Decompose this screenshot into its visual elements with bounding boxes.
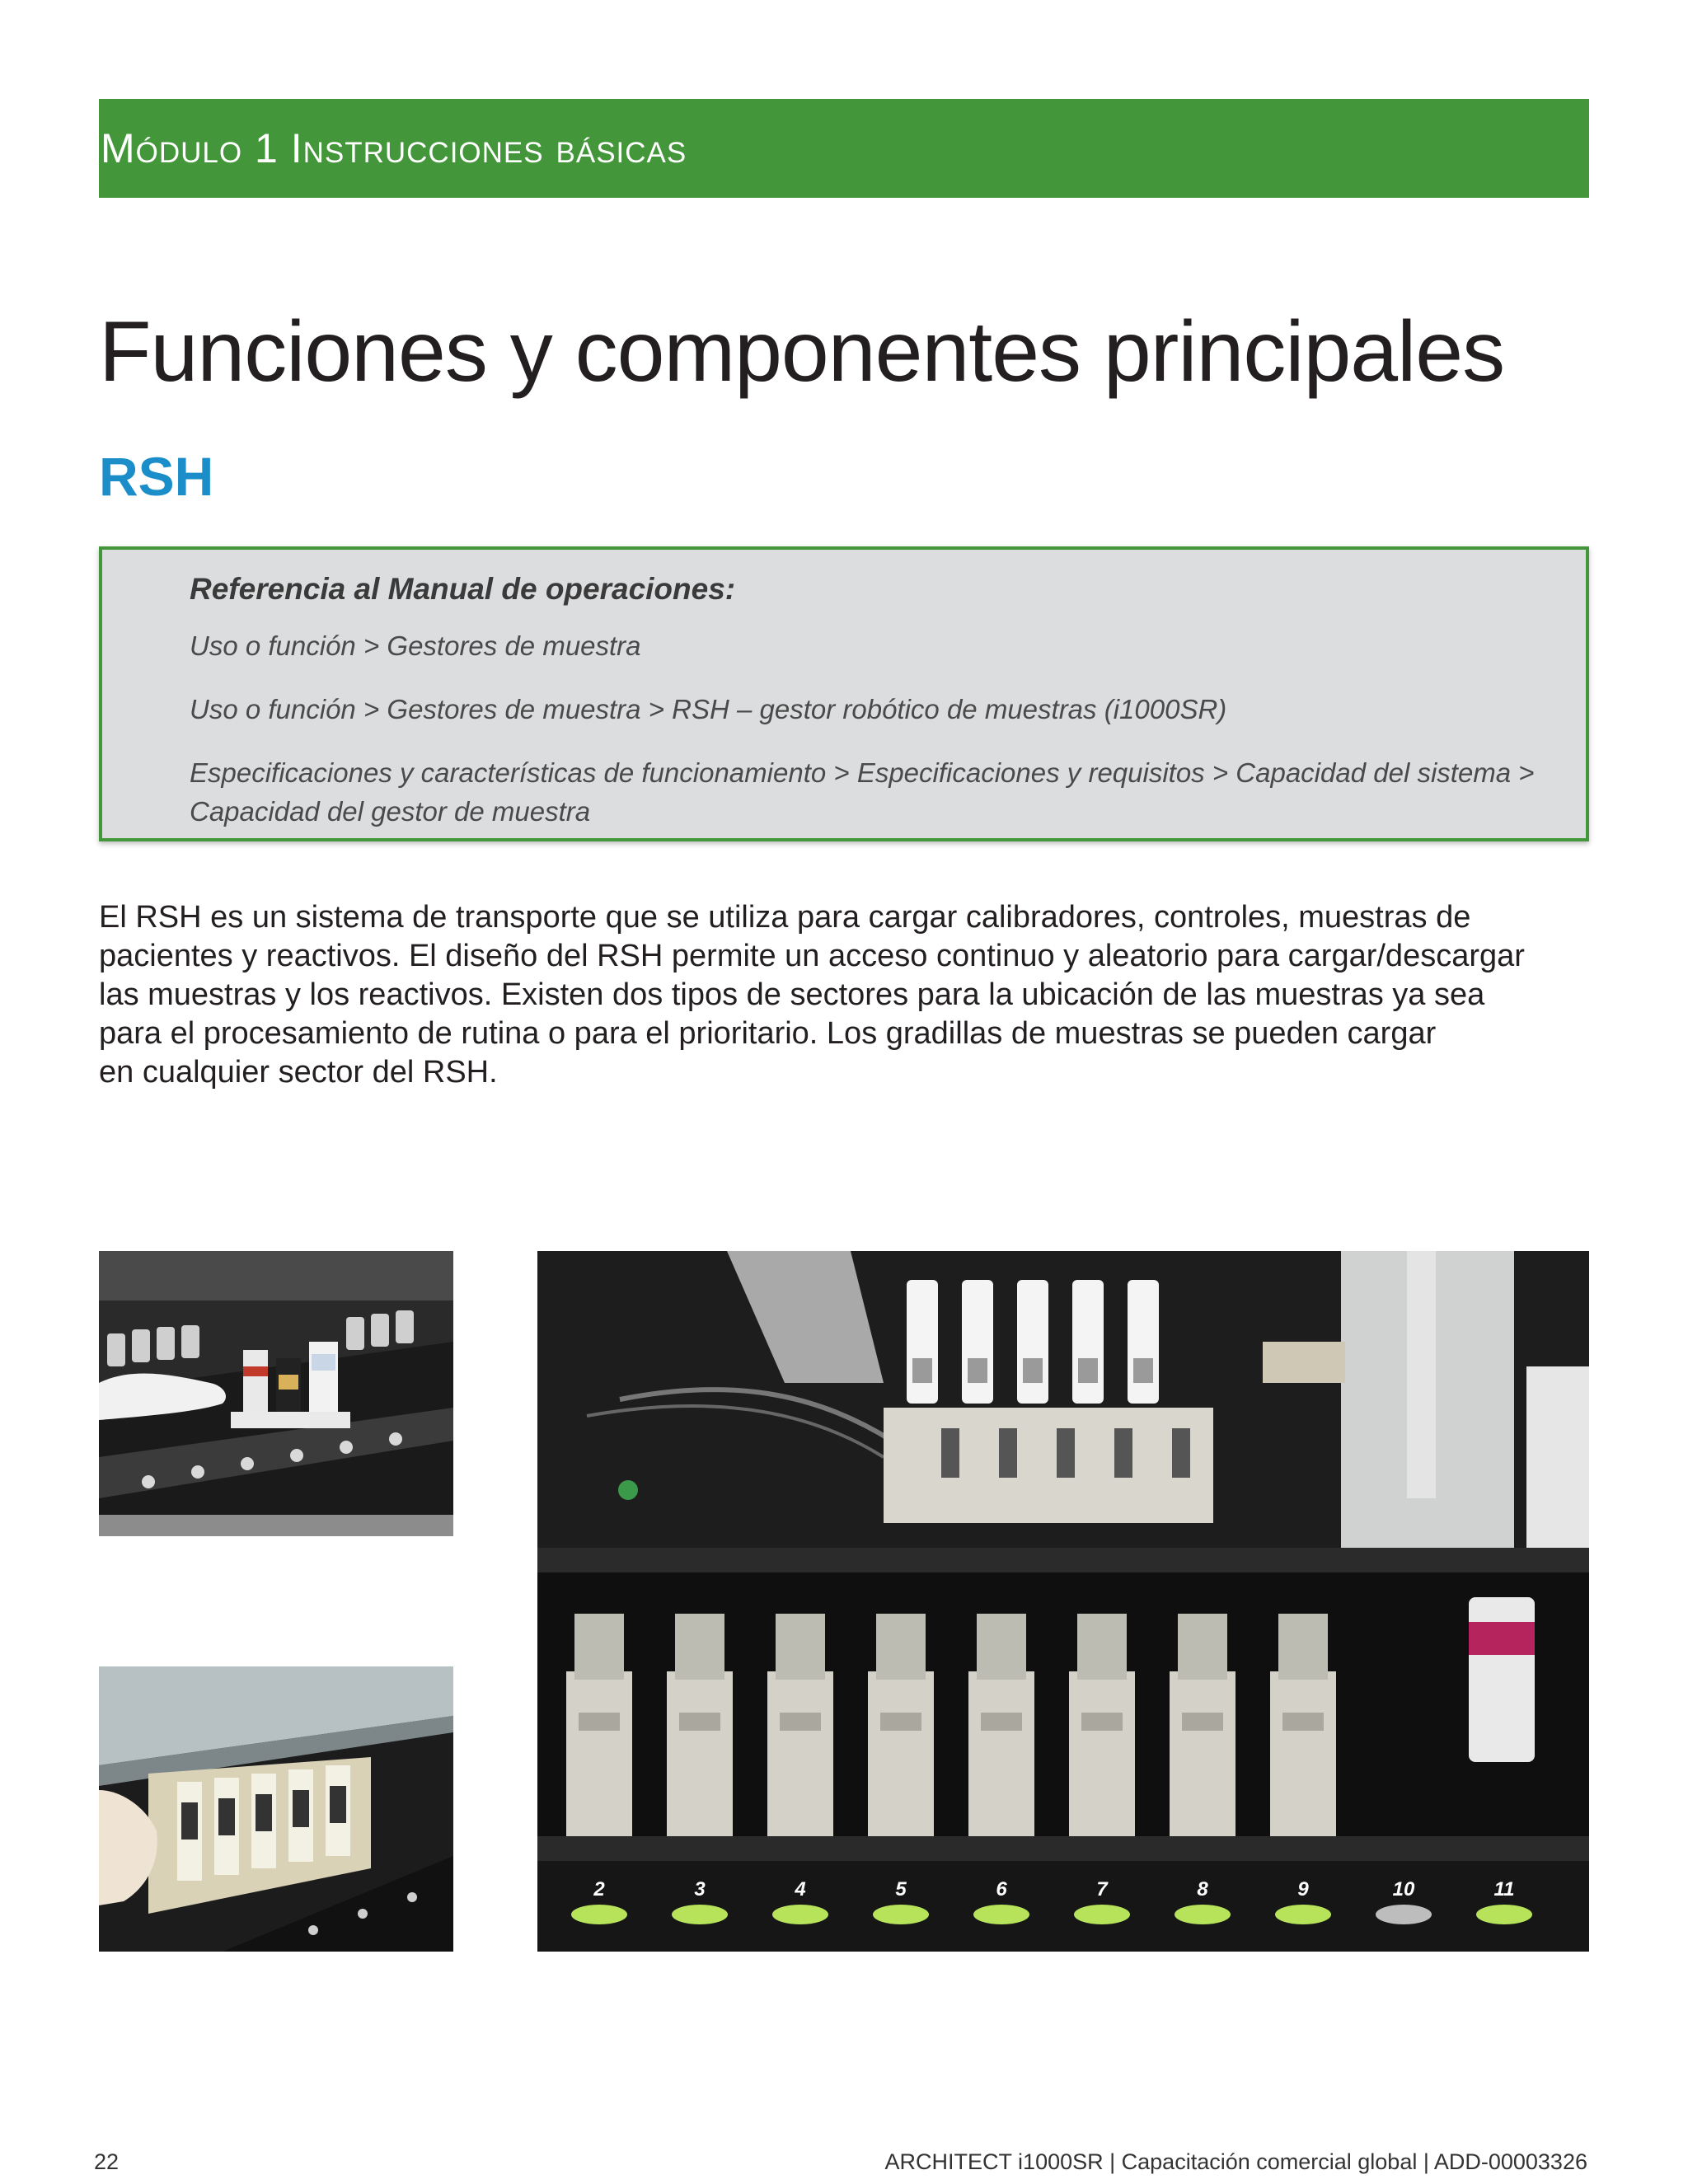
sample-rack — [566, 1671, 632, 1836]
rack-handle — [1182, 1713, 1223, 1731]
sample-tubes — [1278, 1614, 1328, 1680]
sector-indicator-light — [1376, 1905, 1432, 1924]
body-line: para el procesamiento de rutina o para el prioritario. Los gradillas de muestras se pueden cargar — [99, 1016, 1437, 1051]
sample-rack-photo — [99, 1666, 453, 1952]
rack-handle — [880, 1713, 921, 1731]
sector-number: 3 — [694, 1878, 706, 1900]
sample-rack — [1270, 1671, 1336, 1836]
sector-number: 5 — [895, 1878, 907, 1900]
sample-tubes — [776, 1614, 825, 1680]
sector-indicator-light — [672, 1905, 728, 1924]
sector-number: 7 — [1096, 1878, 1108, 1900]
rsh-sectors-photo — [537, 1251, 1589, 1952]
sample-tubes — [977, 1614, 1026, 1680]
section-title: RSH — [99, 446, 214, 507]
sample-rack — [667, 1671, 733, 1836]
sector-indicator-light — [1175, 1905, 1231, 1924]
rack-handle — [679, 1713, 720, 1731]
page-title: Funciones y componentes principales — [99, 304, 1505, 400]
body-line: las muestras y los reactivos. Existen dos tipos de sectores para la ubicación de las muestras ya sea — [99, 977, 1485, 1012]
sample-tubes — [675, 1614, 724, 1680]
sector-indicator-light — [571, 1905, 627, 1924]
sector-number: 11 — [1493, 1878, 1515, 1900]
sample-rack — [968, 1671, 1034, 1836]
reference-line: Uso o función > Gestores de muestra > RSH – gestor robótico de muestras (i1000SR) — [190, 694, 1227, 724]
sample-rack — [1170, 1671, 1236, 1836]
sector-number: 2 — [593, 1878, 605, 1900]
sample-rack — [767, 1671, 833, 1836]
sector-number: 6 — [996, 1878, 1007, 1900]
reference-line: Uso o función > Gestores de muestra — [190, 630, 641, 661]
sample-tubes — [574, 1614, 624, 1680]
module-label: Módulo 1 Instrucciones básicas — [101, 125, 687, 171]
body-line: El RSH es un sistema de transporte que se utiliza para cargar calibradores, controles, muestras de — [99, 900, 1471, 935]
reference-line: Especificaciones y características de funcionamiento > Especificaciones y requisitos > Capacidad del sistema > — [190, 757, 1535, 788]
footer-info: ARCHITECT i1000SR | Capacitación comercial global | ADD-00003326 — [884, 2149, 1587, 2174]
sector-indicator-light — [973, 1905, 1029, 1924]
sample-tubes — [1077, 1614, 1127, 1680]
sector-number: 4 — [795, 1878, 806, 1900]
sector-indicator-light — [873, 1905, 929, 1924]
rack-handle — [981, 1713, 1022, 1731]
manual-reference-box — [99, 546, 1589, 841]
sector-number: 9 — [1297, 1878, 1309, 1900]
sector-number: 10 — [1392, 1878, 1415, 1900]
sample-rack — [1069, 1671, 1135, 1836]
reagent-loading-photo — [99, 1251, 453, 1536]
sample-tubes — [876, 1614, 926, 1680]
body-line: en cualquier sector del RSH. — [99, 1055, 498, 1090]
sector-indicator-light — [1275, 1905, 1331, 1924]
sector-indicator-light — [1074, 1905, 1130, 1924]
module-banner — [99, 99, 1589, 198]
rack-handle — [1282, 1713, 1324, 1731]
sample-tubes — [1178, 1614, 1227, 1680]
body-paragraph — [99, 898, 1533, 1092]
rack-handle — [1081, 1713, 1123, 1731]
sector-indicator-light — [772, 1905, 828, 1924]
sample-rack — [868, 1671, 934, 1836]
sector-indicator-light — [1476, 1905, 1532, 1924]
page-number: 22 — [94, 2149, 120, 2174]
body-line: pacientes y reactivos. El diseño del RSH permite un acceso continuo y aleatorio para cargar/descargar — [99, 939, 1525, 973]
reference-heading: Referencia al Manual de operaciones: — [190, 572, 736, 606]
reference-line: Capacidad del gestor de muestra — [190, 796, 591, 827]
sector-number: 8 — [1197, 1878, 1208, 1900]
rack-handle — [780, 1713, 821, 1731]
rack-handle — [579, 1713, 620, 1731]
